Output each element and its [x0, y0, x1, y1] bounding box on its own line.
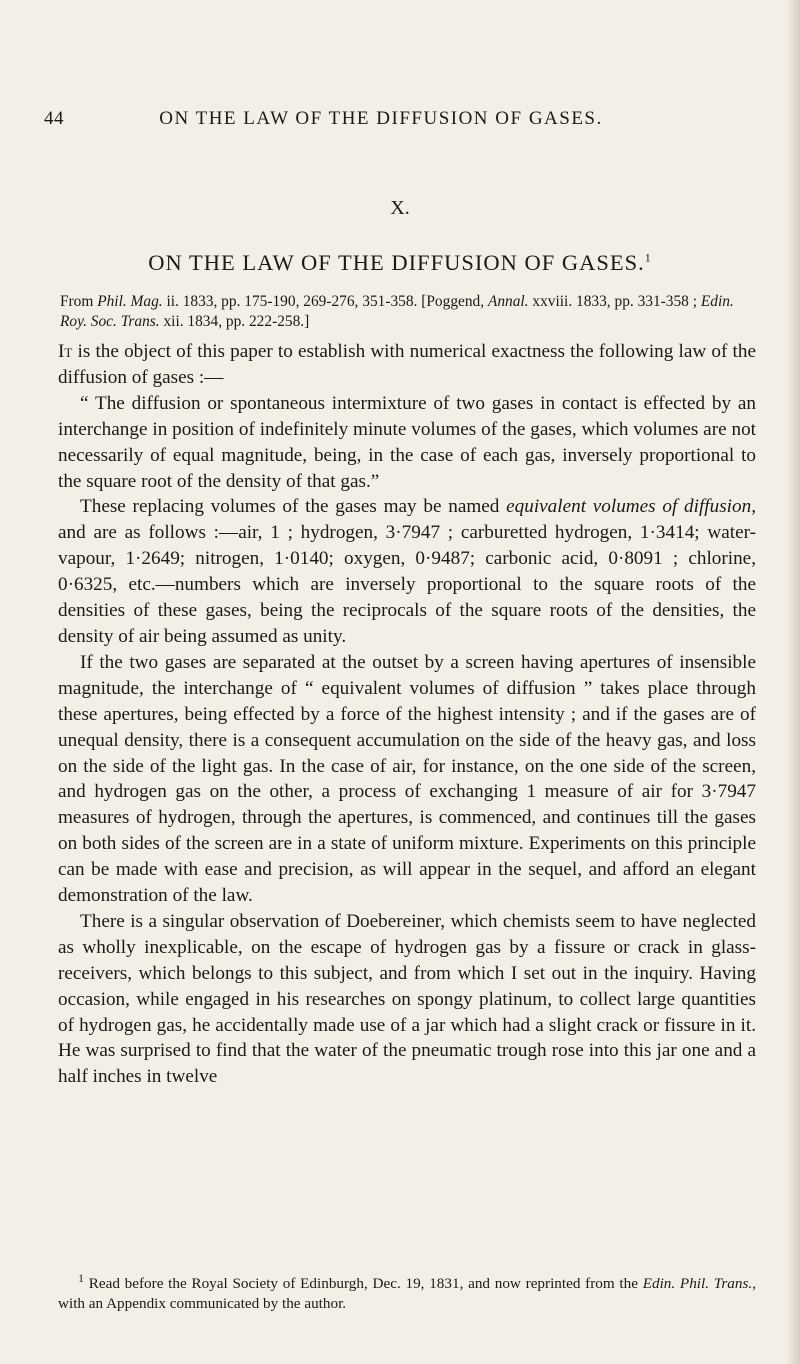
paragraph-3-emphasis: equivalent volumes of diffusion,	[506, 496, 756, 518]
chapter-footnote-mark: 1	[644, 250, 652, 265]
source-part-3: xii. 1834, pp. 222-258.]	[159, 313, 310, 330]
running-header	[0, 108, 800, 138]
paragraph-3	[58, 494, 756, 649]
paragraph-1-lead: It	[58, 341, 73, 362]
paragraph-5: There is a singular observation of Doebereiner, which chemists seem to have neglected as wholly inexplicable, on the escape of hydrogen gas by a fissure or crack in glass-receivers, which belongs to this subject, and from which I set out in the inquiry. Having occasion, while engaged in his researches on spongy platinum, to collect large quantities of hydrogen gas, he accidentally made use of a jar which had a slight crack or fissure in it. He was surprised to find that the water of the pneumatic trough rose into this jar one and a half inches in twelve	[58, 910, 756, 1088]
paragraph-2-law-statement: “ The diffusion or spontaneous intermixture of two gases in contact is effected by an interchange in position of indefinitely minute volumes of the gases, which volumes are not necessarily of equal magnitude, being, in the case of each gas, inversely proportional to the square root of the density of that gas.”	[58, 392, 756, 492]
source-citation	[60, 292, 754, 332]
footnote-mark: 1	[78, 1270, 84, 1285]
page-number: 44	[44, 108, 64, 129]
paragraph-3-text-a: These replacing volumes of the gases may be named	[80, 496, 507, 518]
source-part-2: xxviii. 1833, pp. 331-358 ;	[528, 293, 701, 310]
paragraph-1-text: is the object of this paper to establish with numerical exactness the following law of the diffusion of gases :—	[58, 341, 756, 388]
paragraph-1	[58, 339, 756, 391]
body-text	[58, 339, 756, 1090]
chapter-title-text: ON THE LAW OF THE DIFFUSION OF GASES.	[148, 250, 645, 275]
paragraph-4: If the two gases are separated at the outset by a screen having apertures of insensible magnitude, the interchange of “ equivalent volumes of diffusion ” takes place through these apertures, being effected by a force of the highest intensity ; and if the gases are of unequal density, there is a consequent accumulation on the side of the heavy gas, and loss on the side of the light gas. In the case of air, for instance, on the one side of the screen, and hydrogen gas on the other, a process of exchanging 1 measure of air for 3·7947 measures of hydrogen, through the apertures, is commenced, and continues till the gases on both sides of the screen are in a state of uniform mixture. Experiments on this principle can be made with ease and precision, as will appear in the sequel, and afford an elegant demonstration of the law.	[58, 651, 756, 907]
source-journal-annal: Annal.	[487, 293, 529, 310]
chapter-title	[0, 250, 800, 276]
paragraph-3-text-b: and are as follows :—air, 1 ; hydrogen, 3·7947 ; carburetted hydrogen, 1·3414; water-vapour, 1·2649; nitrogen, 1·0140; oxygen, 0·9487; carbonic acid, 0·8091 ; chlorine, 0·6325, etc.—numbers which are inversely proportional to the square roots of the densities of these gases, being the reciprocals of the square roots of the densities, the density of air being assumed as unity.	[58, 522, 756, 647]
source-part-1: ii. 1833, pp. 175-190, 269-276, 351-358. [Poggend,	[162, 293, 488, 310]
chapter-number: X.	[390, 197, 410, 219]
footnote-text-b: , with an Appendix communicated by the author.	[58, 1275, 756, 1312]
running-title: ON THE LAW OF THE DIFFUSION OF GASES.	[159, 108, 603, 129]
footnote-journal: Edin. Phil. Trans.	[642, 1275, 753, 1292]
source-prefix: From	[60, 293, 98, 310]
footnote	[58, 1270, 756, 1313]
source-journal-edin: Edin. Roy. Soc. Trans.	[60, 293, 734, 330]
source-journal-phil-mag: Phil. Mag.	[97, 293, 163, 310]
footnote-text-a: Read before the Royal Society of Edinburgh, Dec. 19, 1831, and now reprinted from the	[84, 1275, 643, 1292]
